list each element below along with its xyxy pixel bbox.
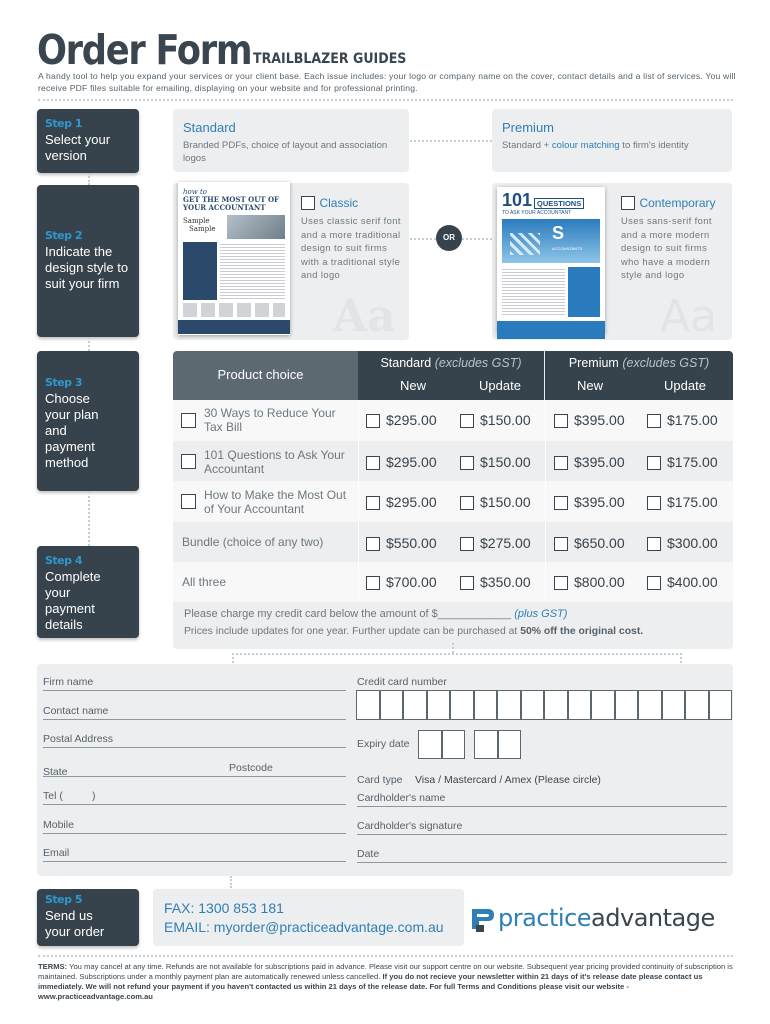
step-4-box: [37, 546, 139, 638]
step-4-text: Complete your payment details: [45, 569, 101, 632]
row-1-product: 30 Ways to Reduce Your Tax Bill: [204, 406, 336, 434]
tel-field[interactable]: Tel ( ): [43, 790, 346, 805]
product-choice-header: Product choice: [173, 367, 348, 382]
classic-option[interactable]: [301, 194, 358, 212]
card-number-label: Credit card number: [357, 676, 447, 688]
row-4-prem-new[interactable]: $650.00: [554, 535, 625, 551]
step-3-number: Step 3: [45, 376, 82, 389]
or-badge: OR: [436, 225, 462, 251]
standard-new-header: New: [399, 378, 426, 393]
updates-note: Prices include updates for one year. Further update can be purchased at 50% off the original cost.: [184, 626, 644, 637]
row-3-checkbox[interactable]: [181, 493, 196, 511]
premium-update-header: Update: [664, 378, 706, 393]
connector: [232, 653, 234, 663]
step-5-text: Send us your order: [45, 908, 105, 939]
firm-name-field[interactable]: Firm name: [43, 676, 346, 691]
version-standard-desc: Branded PDFs, choice of layout and association logos: [183, 140, 388, 164]
standard-header: Standard (excludes GST): [380, 356, 522, 370]
divider: [38, 955, 733, 957]
sans-sample-glyph: Aa: [660, 291, 718, 342]
connector: [88, 491, 90, 546]
version-premium-panel[interactable]: [492, 109, 732, 172]
premium-header: Premium (excludes GST): [568, 356, 710, 370]
connector: [88, 337, 90, 351]
row-4-prem-update[interactable]: $300.00: [647, 535, 718, 551]
step-2-number: Step 2: [45, 229, 82, 242]
intro-text: A handy tool to help you expand your services or your client base. Each issue includes: your logo or company name on the cover, contact details and a list of services. You will receive PDF files suitable for emailing, displaying on your website and for professional printing.: [38, 71, 736, 93]
row-2-std-new[interactable]: $295.00: [366, 454, 437, 470]
classic-desc: Uses classic serif font and a more traditional design to suit firms with a traditional style and logo: [301, 215, 401, 280]
practice-advantage-logo-icon: [470, 905, 496, 933]
expiry-label: Expiry date: [357, 738, 410, 750]
row-5-std-new[interactable]: $700.00: [366, 574, 437, 590]
contemporary-option[interactable]: [621, 194, 715, 212]
divider: [38, 99, 733, 101]
classic-cover-image: how to GET THE MOST OUT OF YOUR ACCOUNTANT Sample Sample: [178, 182, 290, 335]
postal-address-field[interactable]: Postal Address: [43, 733, 346, 748]
row-3-std-new[interactable]: $295.00: [366, 494, 437, 510]
mobile-field[interactable]: Mobile: [43, 819, 346, 834]
row-2-prem-update[interactable]: $175.00: [647, 454, 718, 470]
step-1-text: Select your version: [45, 132, 111, 163]
step-2-box: [37, 185, 139, 337]
practice-advantage-logo-text: practiceadvantage: [498, 904, 715, 932]
step-3-text: Choose your plan and payment method: [45, 391, 99, 470]
style-contemporary-panel[interactable]: [492, 183, 732, 340]
expiry-year-boxes[interactable]: [474, 730, 521, 759]
connector: [452, 643, 454, 653]
row-2-checkbox[interactable]: [181, 453, 196, 471]
connector: [680, 653, 682, 663]
step-5-box: [37, 889, 139, 946]
step-4-number: Step 4: [45, 554, 82, 567]
row-4-std-new[interactable]: $550.00: [366, 535, 437, 551]
version-premium-desc: Standard + colour matching to firm's identity: [502, 140, 689, 151]
page-title: Order Form: [37, 26, 252, 74]
state-label: State: [43, 766, 68, 778]
step-5-number: Step 5: [45, 893, 82, 906]
email-field[interactable]: Email: [43, 847, 346, 862]
email-line[interactable]: EMAIL: myorder@practiceadvantage.com.au: [164, 919, 444, 935]
row-3-prem-new[interactable]: $395.00: [554, 494, 625, 510]
charge-amount-line[interactable]: Please charge my credit card below the amount of $____________ (plus GST): [184, 608, 568, 620]
row-4-product: Bundle (choice of any two): [182, 535, 324, 549]
row-4-std-update[interactable]: $275.00: [460, 535, 531, 551]
contemporary-checkbox[interactable]: [621, 196, 635, 210]
style-classic-panel[interactable]: [173, 183, 409, 340]
connector: [88, 173, 90, 185]
row-1-std-new[interactable]: $295.00: [366, 412, 437, 428]
row-2-product: 101 Questions to Ask Your Accountant: [204, 448, 345, 476]
card-number-boxes[interactable]: [356, 690, 732, 720]
version-standard-panel[interactable]: [173, 109, 409, 172]
version-premium-title: Premium: [502, 120, 555, 135]
expiry-month-boxes[interactable]: [418, 730, 465, 759]
contact-name-field[interactable]: Contact name: [43, 705, 346, 720]
row-3-prem-update[interactable]: $175.00: [647, 494, 718, 510]
classic-checkbox[interactable]: [301, 196, 315, 210]
row-1-checkbox[interactable]: [181, 412, 196, 430]
col-divider: [358, 400, 359, 602]
cardholder-signature-field[interactable]: Cardholder's signature: [357, 820, 727, 835]
row-3-std-update[interactable]: $150.00: [460, 494, 531, 510]
version-standard-title: Standard: [183, 120, 236, 135]
state-postcode-field[interactable]: [43, 762, 346, 777]
step-3-box: [37, 351, 139, 491]
row-2-std-update[interactable]: $150.00: [460, 454, 531, 470]
row-5-prem-update[interactable]: $400.00: [647, 574, 718, 590]
serif-sample-glyph: Aa: [333, 291, 396, 342]
row-2-prem-new[interactable]: $395.00: [554, 454, 625, 470]
terms-text: TERMS: You may cancel at any time. Refunds are not available for subscriptions paid in advance. Please visit our support centre on our website. Subsequent year pricing provided continuity of subscription is maintained. Subscriptions under a monthly payment plan are automatically renewed unless cancelled. If you do not recieve your newsletter within 21 days of it's release date please contact us immediately. We will not refund your payment if you haven't contacted us within 21 days of the release date. For full Terms and Conditions please visit our website - www.practiceadvantage.com.au: [38, 962, 733, 1001]
row-1-prem-new[interactable]: $395.00: [554, 412, 625, 428]
connector: [232, 653, 682, 655]
connector: [230, 876, 232, 888]
postcode-label: Postcode: [229, 762, 273, 774]
date-field[interactable]: Date: [357, 848, 727, 863]
contact-panel: [153, 889, 464, 946]
cardholder-name-field[interactable]: Cardholder's name: [357, 792, 727, 807]
contemporary-label: Contemporary: [639, 196, 716, 210]
contemporary-cover-image: 101 QUESTIONS TO ASK YOUR ACCOUNTANT S ACCOUNTANTS: [497, 187, 605, 334]
card-type-field[interactable]: Card type Visa / Mastercard / Amex (Please circle): [357, 774, 601, 786]
row-1-prem-update[interactable]: $175.00: [647, 412, 718, 428]
connector: [410, 140, 492, 142]
row-5-prem-new[interactable]: $800.00: [554, 574, 625, 590]
row-1-std-update[interactable]: $150.00: [460, 412, 531, 428]
page-subtitle: TRAILBLAZER GUIDES: [253, 51, 407, 67]
premium-new-header: New: [576, 378, 603, 393]
row-3-product: How to Make the Most Out of Your Accountant: [204, 488, 347, 516]
standard-update-header: Update: [479, 378, 521, 393]
col-divider: [545, 400, 546, 602]
contemporary-desc: Uses sans-serif font and a more modern design to suit firms who have a modern style and logo: [621, 215, 712, 280]
step-1-number: Step 1: [45, 117, 82, 130]
row-5-product: All three: [182, 575, 227, 589]
fax-line: FAX: 1300 853 181: [164, 900, 284, 916]
row-5-std-update[interactable]: $350.00: [460, 574, 531, 590]
step-1-box: [37, 109, 139, 173]
step-2-text: Indicate the design style to suit your firm: [45, 244, 129, 291]
classic-label: Classic: [319, 196, 359, 210]
